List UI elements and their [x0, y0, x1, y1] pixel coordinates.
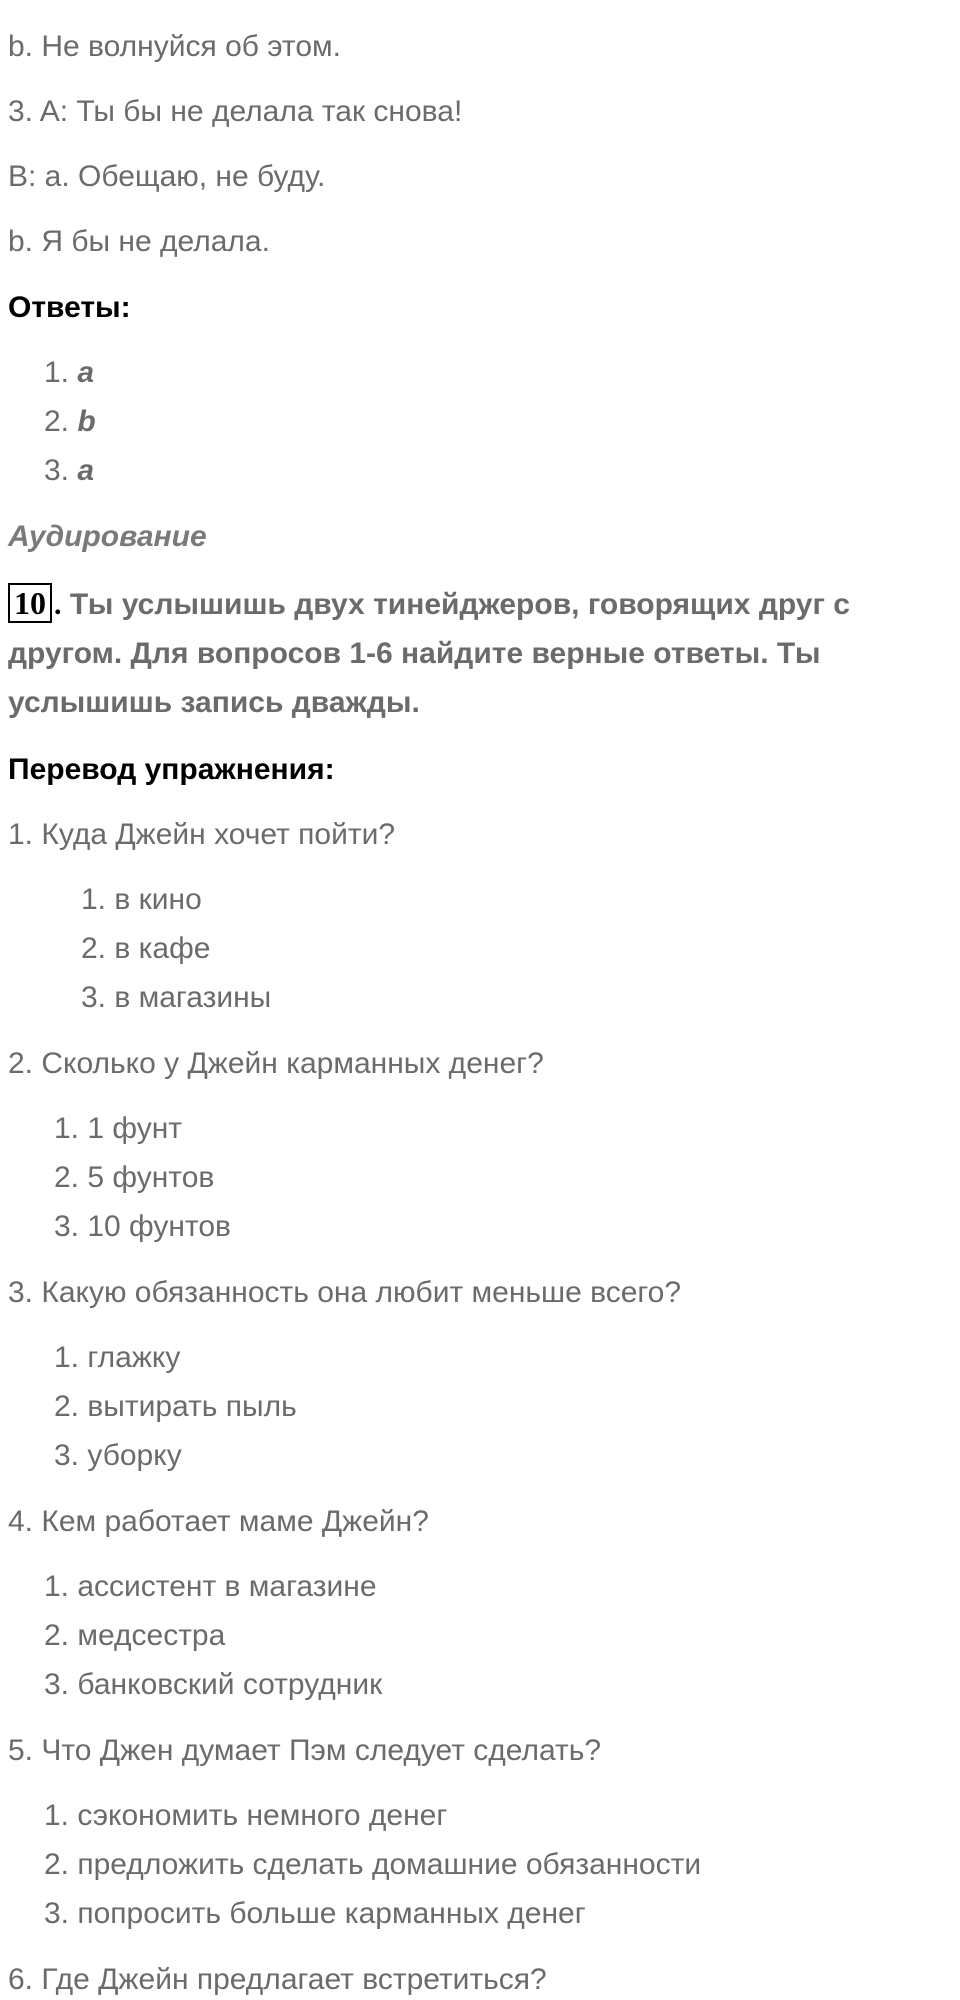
answer-number: 2. — [44, 405, 70, 438]
task-text: Ты услышишь двух тинейджеров, говорящих друг с другом. Для вопросов 1-6 найдите верные ответы. Ты услышишь запись дважды. — [8, 588, 850, 719]
answer-value: b — [77, 405, 96, 438]
question: 1. Куда Джейн хочет пойти? — [8, 818, 396, 851]
question: 3. Какую обязанность она любит меньше всего? — [8, 1276, 682, 1309]
answer-value: a — [77, 356, 95, 389]
option: 1. 1 фунт — [54, 1112, 183, 1145]
option: 3. попросить больше карманных денег — [44, 1897, 586, 1930]
option: 3. банковский сотрудник — [44, 1668, 383, 1701]
option: 2. в кафе — [81, 932, 211, 965]
option: 1. глажку — [54, 1341, 181, 1374]
option: 1. ассистент в магазине — [44, 1570, 377, 1603]
dialog-line: b. Не волнуйся об этом. — [8, 30, 341, 63]
section-title: Аудирование — [8, 520, 207, 553]
task-instruction — [8, 580, 938, 727]
question: 5. Что Джен думает Пэм следует сделать? — [8, 1734, 602, 1767]
option: 2. 5 фунтов — [54, 1161, 215, 1194]
task-number-box: 10 — [8, 583, 52, 623]
option: 3. уборку — [54, 1439, 182, 1472]
answer-number: 1. — [44, 356, 70, 389]
answer-item — [44, 402, 96, 442]
option: 2. вытирать пыль — [54, 1390, 297, 1423]
option: 2. медсестра — [44, 1619, 226, 1652]
dialog-line: B: a. Обещаю, не буду. — [8, 160, 326, 193]
option: 1. сэкономить немного денег — [44, 1799, 448, 1832]
option: 3. в магазины — [81, 981, 272, 1014]
option: 1. в кино — [81, 883, 202, 916]
option: 2. предложить сделать домашние обязанности — [44, 1848, 702, 1881]
answer-number: 3. — [44, 454, 70, 487]
translation-heading: Перевод упражнения: — [8, 753, 335, 786]
answers-heading: Ответы: — [8, 291, 131, 324]
answer-item — [44, 353, 94, 393]
dialog-line: b. Я бы не делала. — [8, 225, 270, 258]
question: 6. Где Джейн предлагает встретиться? — [8, 1963, 547, 1996]
option: 3. 10 фунтов — [54, 1210, 231, 1243]
question: 4. Кем работает маме Джейн? — [8, 1505, 429, 1538]
task-number-dot: . — [54, 588, 62, 621]
dialog-line: 3. A: Ты бы не делала так снова! — [8, 95, 463, 128]
answer-value: a — [77, 454, 95, 487]
answer-item — [44, 451, 94, 491]
question: 2. Сколько у Джейн карманных денег? — [8, 1047, 544, 1080]
